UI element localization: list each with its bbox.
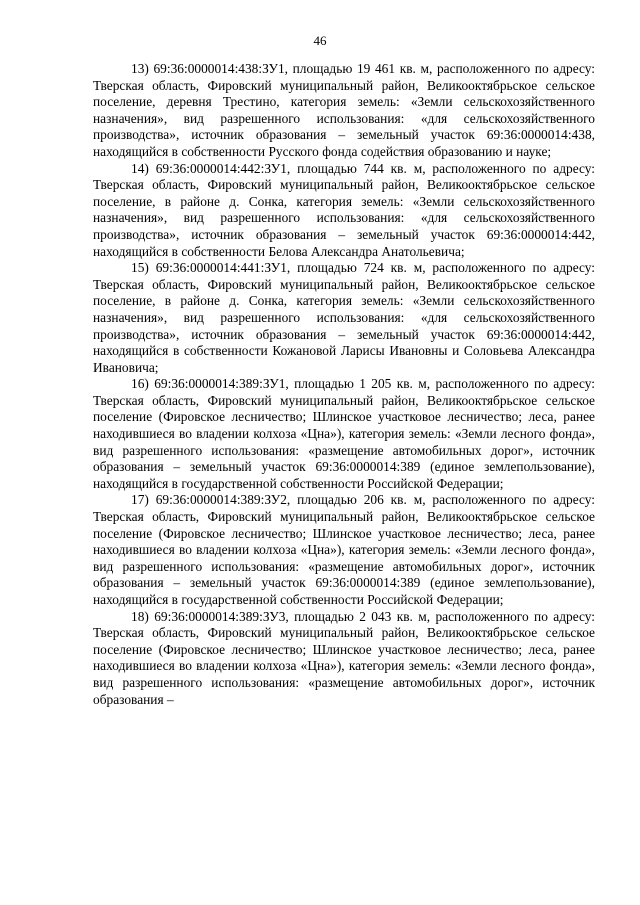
page-number: 46	[313, 33, 327, 48]
list-item-17: 17) 69:36:0000014:389:ЗУ2, площадью 206 кв. м, расположенного по адресу: Тверская область, Фировский муниципальный район, Великооктябрьское сельское поселение (Фировское лесничество; Шлинское участковое лесничество; леса, ранее находившиеся во владении колхоза «Цна»), категория земель: «Земли лесного фонда», вид разрешенного использования: «размещение автомобильных дорог», источник образования – земельный участок 69:36:0000014:389 (единое землепользование), находящийся в государственной собственности Российской Федерации;	[93, 492, 595, 607]
list-item-13: 13) 69:36:0000014:438:ЗУ1, площадью 19 461 кв. м, расположенного по адресу: Тверская область, Фировский муниципальный район, Великооктябрьское сельское поселение, деревня Трестино, категория земель: «Земли сельскохозяйственного назначения», вид разрешенного использования: «для сельскохозяйственного производства», источник образования – земельный участок 69:36:0000014:438, находящийся в собственности Русского фонда содействия образованию и науке;	[93, 61, 595, 159]
list-item-15: 15) 69:36:0000014:441:ЗУ1, площадью 724 кв. м, расположенного по адресу: Тверская область, Фировский муниципальный район, Великооктябрьское сельское поселение, в районе д. Сонка, категория земель: «Земли сельскохозяйственного назначения», вид разрешенного использования: «для сельскохозяйственного производства», источник образования – земельный участок 69:36:0000014:442, находящийся в собственности Кожановой Ларисы Ивановны и Соловьева Александра Ивановича;	[93, 260, 595, 375]
document-body	[93, 61, 595, 708]
list-item-16: 16) 69:36:0000014:389:ЗУ1, площадью 1 205 кв. м, расположенного по адресу: Тверская область, Фировский муниципальный район, Великооктябрьское сельское поселение (Фировское лесничество; Шлинское участковое лесничество; леса, ранее находившиеся во владении колхоза «Цна»), категория земель: «Земли лесного фонда», вид разрешенного использования: «размещение автомобильных дорог», источник образования – земельный участок 69:36:0000014:389 (единое землепользование), находящийся в государственной собственности Российской Федерации;	[93, 376, 595, 491]
list-item-14: 14) 69:36:0000014:442:ЗУ1, площадью 744 кв. м, расположенного по адресу: Тверская область, Фировский муниципальный район, Великооктябрьское сельское поселение, в районе д. Сонка, категория земель: «Земли сельскохозяйственного назначения», вид разрешенного использования: «для сельскохозяйственного производства», источник образования – земельный участок 69:36:0000014:442, находящийся в собственности Белова Александра Анатольевича;	[93, 160, 595, 259]
list-item-18: 18) 69:36:0000014:389:ЗУ3, площадью 2 043 кв. м, расположенного по адресу: Тверская область, Фировский муниципальный район, Великооктябрьское сельское поселение (Фировское лесничество; Шлинское участковое лесничество; леса, ранее находившиеся во владении колхоза «Цна»), категория земель: «Земли лесного фонда», вид разрешенного использования: «размещение автомобильных дорог», источник образования –	[93, 608, 595, 707]
